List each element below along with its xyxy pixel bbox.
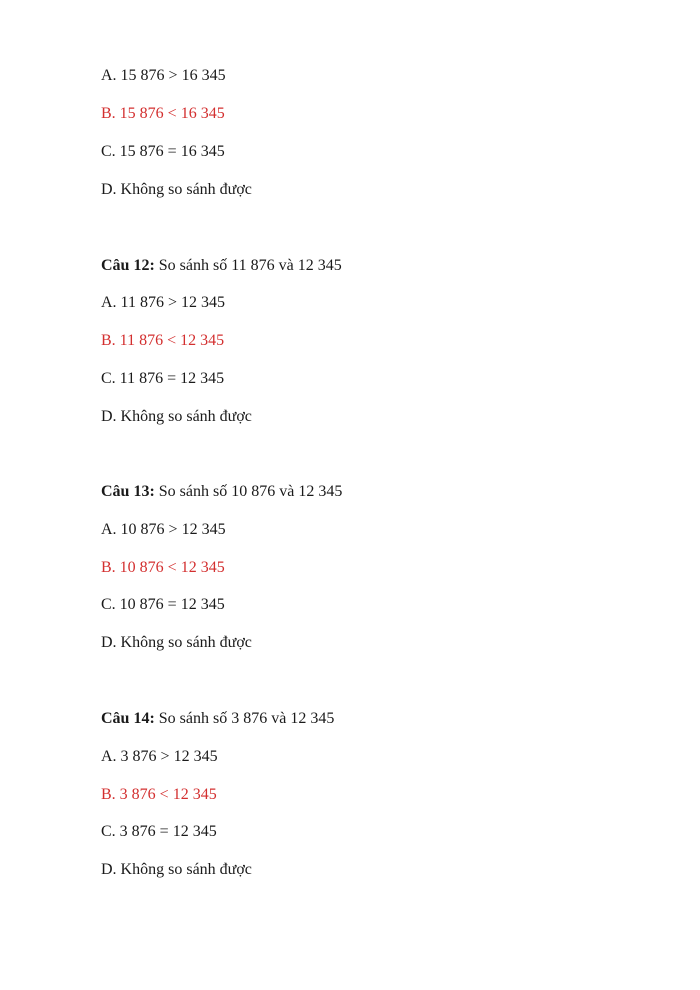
answer-option-d: D. Không so sánh được xyxy=(101,634,252,651)
answer-option-b-correct: B. 10 876 < 12 345 xyxy=(101,559,225,576)
question-12 xyxy=(101,256,342,276)
answer-option-b-correct: B. 15 876 < 16 345 xyxy=(101,105,225,122)
question-14 xyxy=(101,709,334,729)
answer-option-c: C. 11 876 = 12 345 xyxy=(101,370,225,387)
answer-option-d: D. Không so sánh được xyxy=(101,861,252,878)
answer-option-a: A. 15 876 > 16 345 xyxy=(101,67,226,84)
question-number: Câu 14: xyxy=(101,710,155,727)
question-number: Câu 13: xyxy=(101,483,155,500)
answer-option-b-correct: B. 11 876 < 12 345 xyxy=(101,332,225,349)
question-prompt: So sánh số 10 876 và 12 345 xyxy=(154,483,343,500)
answer-option-c: C. 10 876 = 12 345 xyxy=(101,596,225,613)
question-prompt: So sánh số 3 876 và 12 345 xyxy=(154,710,335,727)
question-prompt: So sánh số 11 876 và 12 345 xyxy=(154,257,342,274)
answer-option-a: A. 11 876 > 12 345 xyxy=(101,294,225,311)
answer-option-b-correct: B. 3 876 < 12 345 xyxy=(101,786,217,803)
answer-option-c: C. 3 876 = 12 345 xyxy=(101,823,217,840)
answer-option-a: A. 10 876 > 12 345 xyxy=(101,521,226,538)
question-13 xyxy=(101,482,342,502)
answer-option-a: A. 3 876 > 12 345 xyxy=(101,748,218,765)
answer-option-d: D. Không so sánh được xyxy=(101,408,252,425)
question-number: Câu 12: xyxy=(101,257,155,274)
answer-option-d: D. Không so sánh được xyxy=(101,181,252,198)
answer-option-c: C. 15 876 = 16 345 xyxy=(101,143,225,160)
